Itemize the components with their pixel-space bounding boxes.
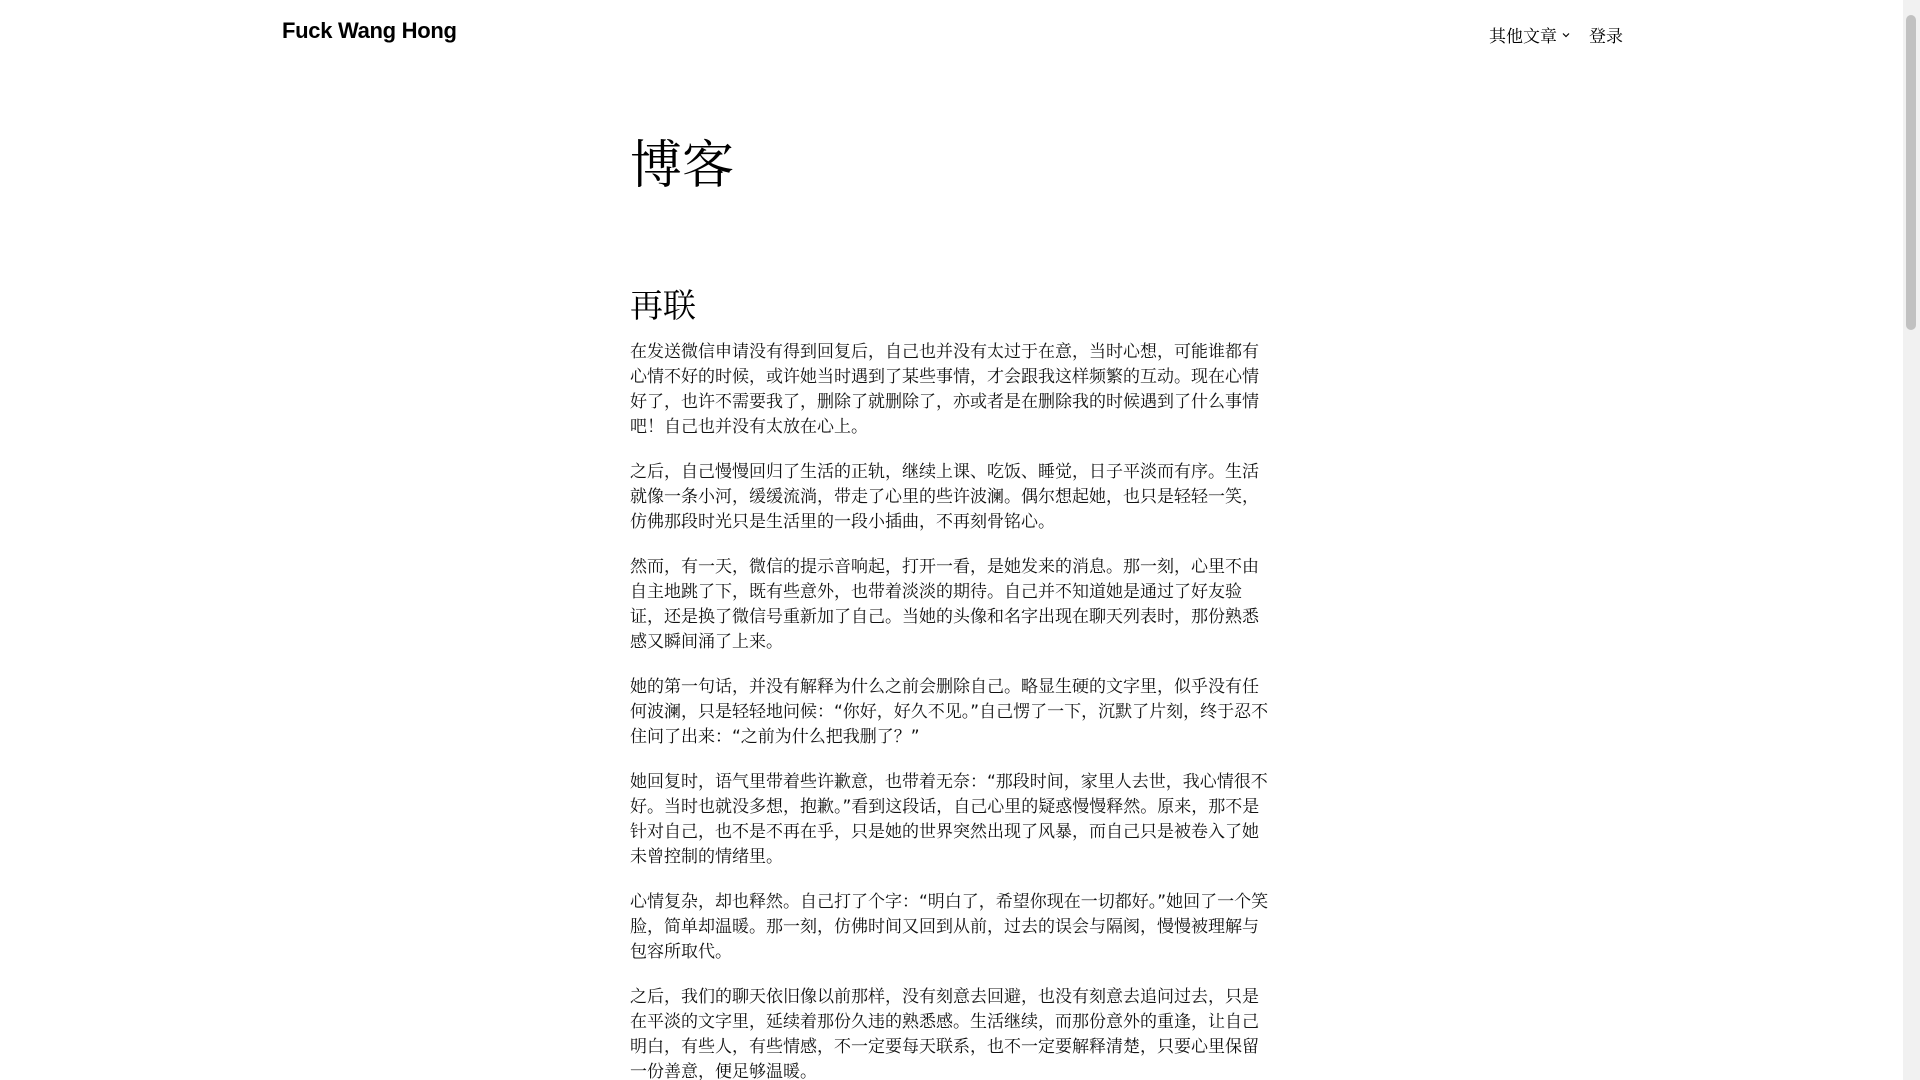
site-header [0, 0, 1903, 70]
post-paragraph-5: 她回复时，语气里带着些许歉意，也带着无奈：“那段时间，家里人去世，我心情很不好。当时也就没多想，抱歉。”看到这段话，自己心里的疑惑慢慢释然。原来，那不是针对自己，也不是不再在乎，只是她的世界突然出现了风暴，而自己只是被卷入了她未曾控制的情绪里。 [630, 772, 1268, 867]
scrollbar-thumb[interactable] [1906, 15, 1916, 330]
main-content [630, 130, 1275, 1080]
nav-item-login[interactable]: 登录 [1589, 27, 1623, 47]
nav-item-other-articles[interactable] [1489, 22, 1571, 47]
post-paragraph-3: 然而，有一天，微信的提示音响起，打开一看，是她发来的消息。那一刻，心里不由自主地跳了下，既有些意外，也带着淡淡的期待。自己并不知道她是通过了好友验证，还是换了微信号重新加了自己。当她的头像和名字出现在聊天列表时，那份熟悉感又瞬间涌了上来。 [630, 557, 1259, 652]
vertical-scrollbar[interactable] [1903, 0, 1920, 1080]
site-title-link[interactable]: Fuck Wang Hong [282, 18, 457, 43]
page-title: 博客 [630, 136, 735, 196]
primary-navigation [1489, 22, 1623, 47]
post-paragraph-4: 她的第一句话，并没有解释为什么之前会删除自己。略显生硬的文字里，似乎没有任何波澜，只是轻轻地问候：“你好，好久不见。”自己愣了一下，沉默了片刻，终于忍不住问了出来：“之前为什么把我删了？” [630, 677, 1269, 747]
post-paragraph-2: 之后，自己慢慢回归了生活的正轨，继续上课、吃饭、睡觉，日子平淡而有序。生活就像一条小河，缓缓流淌，带走了心里的些许波澜。偶尔想起她，也只是轻轻一笑，仿佛那段时光只是生活里的一段小插曲，不再刻骨铭心。 [630, 462, 1259, 532]
post-paragraph-7: 之后，我们的聊天依旧像以前那样，没有刻意去回避，也没有刻意去追问过去，只是在平淡的文字里，延续着那份久违的熟悉感。生活继续，而那份意外的重逢，让自己明白，有些人，有些情感，不一定要每天联系，也不一定要解释清楚，只要心里保留一份善意，便足够温暖。 [630, 987, 1259, 1080]
post-paragraph-1: 在发送微信申请没有得到回复后，自己也并没有太过于在意，当时心想，可能谁都有心情不好的时候，或许她当时遇到了某些事情，才会跟我这样频繁的互动。现在心情好了，也许不需要我了，删除了就删除了，亦或者是在删除我的时候遇到了什么事情吧！自己也并没有太放在心上。 [630, 342, 1259, 437]
post-title-link[interactable]: 再联 [630, 286, 696, 325]
nav-item-other-articles-label: 其他文章 [1489, 27, 1557, 47]
chevron-down-icon [1561, 30, 1571, 40]
post-paragraph-6: 心情复杂，却也释然。自己打了个字：“明白了，希望你现在一切都好。”她回了一个笑脸，简单却温暖。那一刻，仿佛时间又回到从前，过去的误会与隔阂，慢慢被理解与包容所取代。 [630, 892, 1269, 962]
blog-post [630, 284, 1275, 1080]
